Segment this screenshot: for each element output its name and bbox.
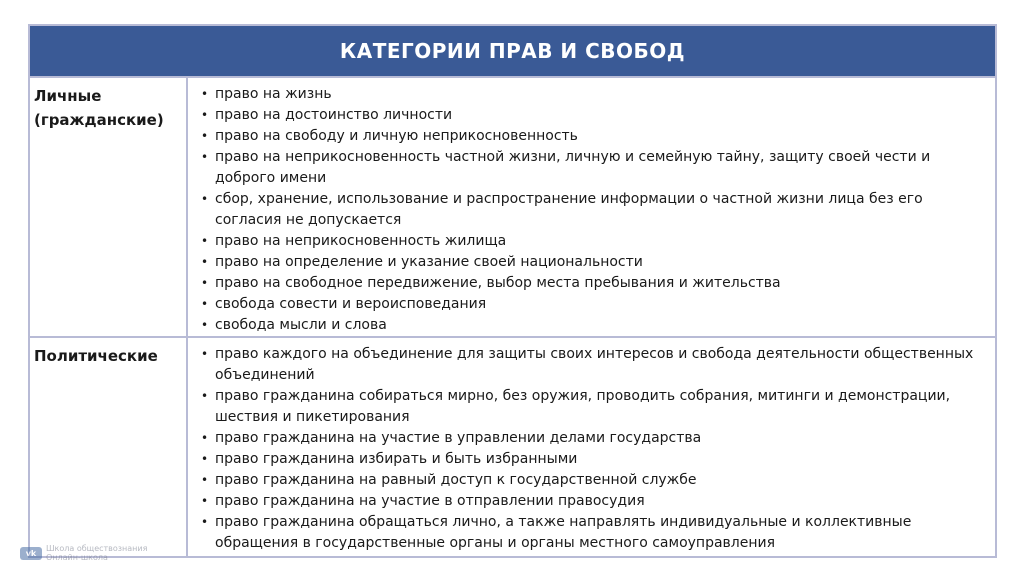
bullet-icon: • [201,389,209,403]
list-item: • право на свободу и личную неприкосновенность [200,126,989,147]
table-row-personal [30,78,995,338]
list-item: • право гражданина на участие в отправлении правосудия [200,491,989,512]
table-row-political [30,338,995,556]
list-item: • свобода совести и вероисповедания [200,294,989,315]
bullet-icon: • [201,108,209,122]
bullet-icon: • [201,297,209,311]
bullet-icon: • [201,150,209,164]
rights-table [28,24,997,558]
list-item: • право на неприкосновенность частной жизни, личную и семейную тайну, защиту своей чести и доброго имени [201,149,931,186]
list-item: • право гражданина на равный доступ к государственной службе [200,470,989,491]
vk-logo-icon: vk [20,547,42,560]
bullet-icon: • [201,276,209,290]
bullet-icon: • [201,192,209,206]
watermark-line-2: Онлайн-школа [46,553,108,562]
list-item: • право на неприкосновенность жилища [200,231,989,252]
bullet-icon: • [201,494,209,508]
bullet-icon: • [201,129,209,143]
list-item: • право гражданина на участие в управлении делами государства [200,428,989,449]
list-item: • право каждого на объединение для защиты своих интересов и свобода деятельности общественных объединений [201,346,974,383]
bullet-icon: • [201,318,209,332]
list-item: • право на свободное передвижение, выбор места пребывания и жительства [200,273,989,294]
category-label: Политические [30,338,188,556]
list-item: • право на жизнь [200,84,989,105]
list-item: • право гражданина избирать и быть избранными [200,449,989,470]
rights-cell [188,78,995,336]
table-title: КАТЕГОРИИ ПРАВ И СВОБОД [30,26,995,78]
bullet-icon: • [201,255,209,269]
rights-cell [188,338,995,556]
bullet-icon: • [201,234,209,248]
list-item: • право гражданина обращаться лично, а также направлять индивидуальные и коллективные обращения в государственные органы и органы местного самоуправления [201,514,912,551]
rights-list-personal [200,84,989,336]
bullet-icon: • [201,87,209,101]
list-item: • право гражданина собираться мирно, без оружия, проводить собрания, митинги и демонстрации, шествия и пикетирования [201,388,951,425]
watermark [20,544,147,562]
list-item: • сбор, хранение, использование и распространение информации о частной жизни лица без его согласия не допускается [201,191,923,228]
category-label: Личные (гражданские) [30,78,188,336]
bullet-icon: • [201,431,209,445]
bullet-icon: • [201,452,209,466]
watermark-text [46,544,147,562]
bullet-icon: • [201,347,209,361]
list-item: • право на определение и указание своей национальности [200,252,989,273]
rights-list-political [200,344,989,554]
list-item: • свобода мысли и слова [200,315,989,336]
bullet-icon: • [201,515,209,529]
list-item: • право на достоинство личности [200,105,989,126]
watermark-line-1: Школа обществознания [46,544,148,553]
bullet-icon: • [201,473,209,487]
